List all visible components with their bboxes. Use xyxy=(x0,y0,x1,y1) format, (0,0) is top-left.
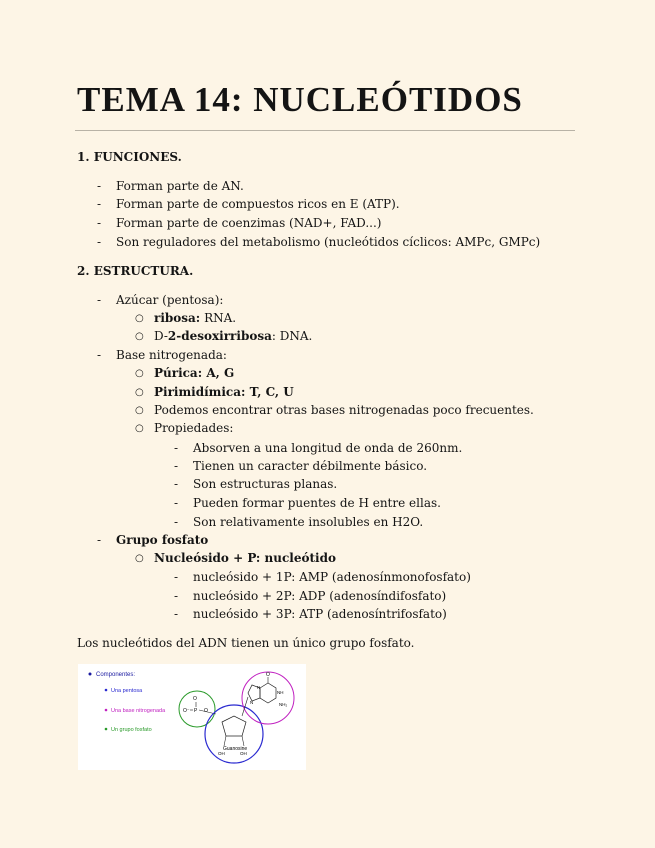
page-title: TEMA 14: NUCLEÓTIDOS xyxy=(77,80,523,119)
nucleotide-diagram xyxy=(78,664,306,770)
list-item: Forman parte de coenzimas (NAD+, FAD...) xyxy=(116,216,382,230)
list-item: Son reguladores del metabolismo (nucleótidos cíclicos: AMPc, GMPc) xyxy=(116,235,541,249)
atom-o-left: O⁻ xyxy=(183,708,190,714)
circle-bullet: ○ xyxy=(135,553,144,564)
legend-base: Una base nitrogenada xyxy=(111,708,166,714)
atom-o-top: O xyxy=(193,696,197,702)
ribosa-term: ribosa: xyxy=(154,311,201,325)
list-item-purica: Púrica: A, G xyxy=(154,366,235,380)
footnote-paragraph: Los nucleótidos del ADN tienen un único grupo fosfato. xyxy=(77,636,415,650)
list-item: Forman parte de AN. xyxy=(116,179,244,193)
dash-bullet: - xyxy=(174,477,179,491)
legend-bullet xyxy=(105,728,108,731)
list-item-base: Base nitrogenada: xyxy=(116,348,227,362)
list-item-prop: Son estructuras planas. xyxy=(193,477,338,491)
list-item-atp: nucleósido + 3P: ATP (adenosíntrifosfato) xyxy=(193,607,447,621)
list-item-prop: Absorven a una longitud de onda de 260nm. xyxy=(193,441,463,455)
legend-bullet xyxy=(105,709,108,712)
circle-bullet: ○ xyxy=(135,387,144,398)
list-item: Forman parte de compuestos ricos en E (ATP). xyxy=(116,197,400,211)
list-item-propiedades: Propiedades: xyxy=(154,421,234,435)
list-item-prop: Tienen un caracter débilmente básico. xyxy=(193,459,428,473)
desox-term: 2-desoxirribosa xyxy=(167,329,272,343)
dash-bullet: - xyxy=(174,515,179,529)
dash-bullet: - xyxy=(97,348,102,362)
dash-bullet: - xyxy=(174,570,179,584)
legend-fosfato: Un grupo fosfato xyxy=(111,727,152,733)
list-item-prop: Son relativamente insolubles en H2O. xyxy=(193,515,424,529)
circle-bullet: ○ xyxy=(135,313,144,324)
legend-bullet xyxy=(105,689,108,692)
dash-bullet: - xyxy=(174,459,179,473)
section-heading-estructura: 2. ESTRUCTURA. xyxy=(77,264,194,278)
molecule-name: Guanosine xyxy=(223,746,248,752)
ribosa-desc: RNA. xyxy=(200,311,237,325)
atom-o-mid: O xyxy=(204,708,208,714)
list-item-prop: Pueden formar puentes de H entre ellas. xyxy=(193,496,441,510)
list-item-desoxirribosa xyxy=(154,329,312,343)
dash-bullet: - xyxy=(174,589,179,603)
legend-bullet xyxy=(89,673,92,676)
desox-prefix: D- xyxy=(154,329,168,343)
list-item-pirimidimica: Pirimidímica: T, C, U xyxy=(154,385,294,399)
desox-desc: : DNA. xyxy=(271,329,313,343)
dash-bullet: - xyxy=(174,441,179,455)
list-item-fosfato: Grupo fosfato xyxy=(116,533,209,547)
pentose-circle xyxy=(205,705,263,763)
list-item-amp: nucleósido + 1P: AMP (adenosínmonofosfato) xyxy=(193,570,471,584)
circle-bullet: ○ xyxy=(135,368,144,379)
dash-bullet: - xyxy=(97,533,102,547)
circle-bullet: ○ xyxy=(135,405,144,416)
circle-bullet: ○ xyxy=(135,331,144,342)
list-item-nucleosido: Nucleósido + P: nucleótido xyxy=(154,551,336,565)
list-item-ribosa xyxy=(154,311,236,325)
dash-bullet: - xyxy=(174,496,179,510)
dash-bullet: - xyxy=(97,235,102,249)
list-item-adp: nucleósido + 2P: ADP (adenosíndifosfato) xyxy=(193,589,447,603)
atom-nh2: NH₂ xyxy=(279,702,288,707)
dash-bullet: - xyxy=(174,607,179,621)
dash-bullet: - xyxy=(97,293,102,307)
atom-oh-2: OH xyxy=(240,751,247,756)
atom-oh-1: OH xyxy=(218,751,225,756)
legend-heading: Componentes: xyxy=(96,672,136,678)
circle-bullet: ○ xyxy=(135,423,144,434)
list-item-otras-bases: Podemos encontrar otras bases nitrogenadas poco frecuentes. xyxy=(154,403,534,417)
atom-nh: NH xyxy=(277,690,284,695)
title-divider xyxy=(75,130,575,131)
section-heading-funciones: 1. FUNCIONES. xyxy=(77,150,182,164)
dash-bullet: - xyxy=(97,197,102,211)
atom-o-base: O xyxy=(266,672,270,678)
atom-n-1: N xyxy=(257,685,261,690)
atom-p: P xyxy=(194,708,198,714)
list-item-azucar: Azúcar (pentosa): xyxy=(116,293,224,307)
dash-bullet: - xyxy=(97,179,102,193)
atom-n-2: N xyxy=(250,700,254,705)
dash-bullet: - xyxy=(97,216,102,230)
legend-pentosa: Una pentosa xyxy=(111,688,143,694)
